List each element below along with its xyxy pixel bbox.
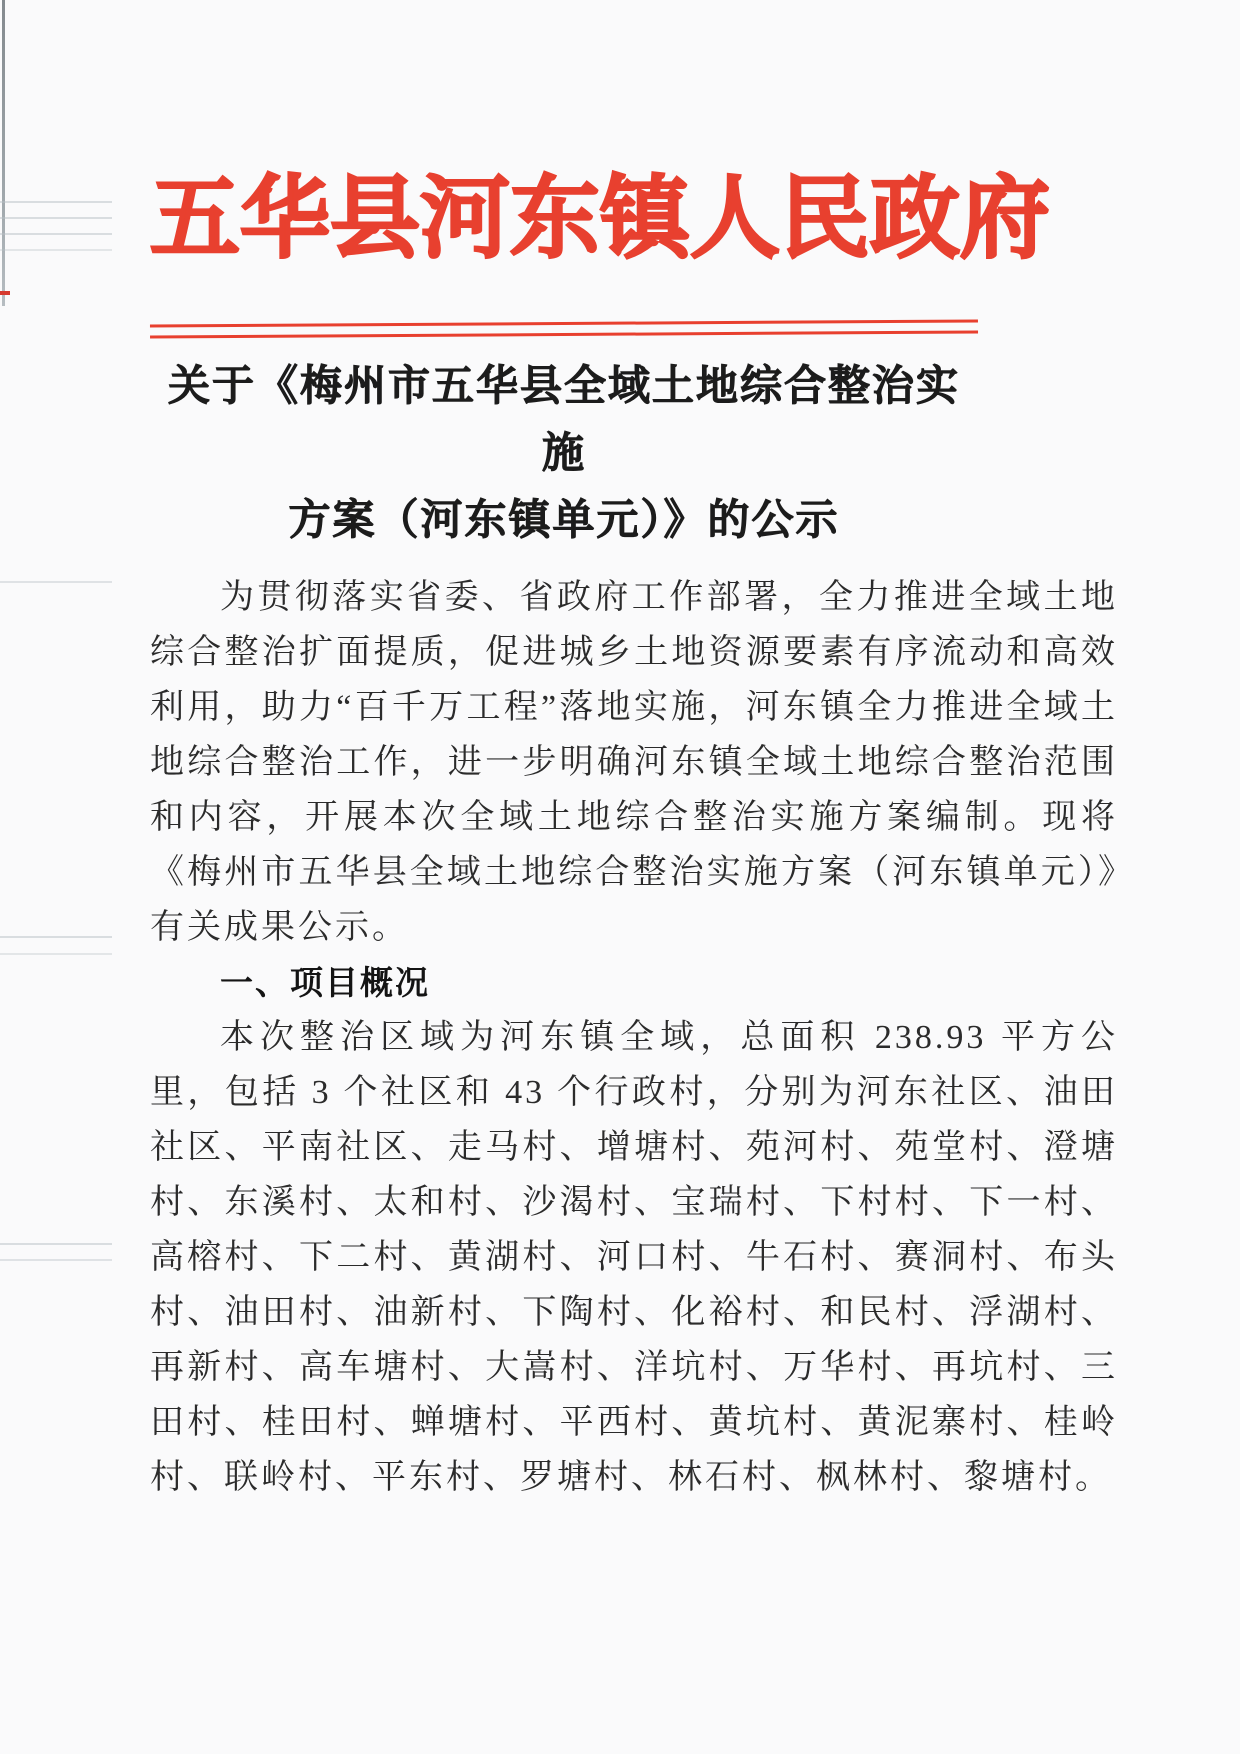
government-masthead: 五华县河东镇人民政府 <box>150 165 1050 271</box>
scan-artifact-line <box>0 1259 112 1261</box>
scan-artifact-line <box>0 217 112 219</box>
document-title-line-1: 关于《梅州市五华县全域土地综合整治实施 <box>167 361 960 477</box>
scan-edge-line <box>2 0 5 306</box>
scan-artifact-line <box>0 249 112 251</box>
scan-artifact-line <box>0 1243 112 1245</box>
scan-artifact-line <box>0 581 112 583</box>
section-1-heading: 一、项目概况 <box>220 964 430 1001</box>
intro-paragraph: 为贯彻落实省委、省政府工作部署，全力推进全域土地综合整治扩面提质，促进城乡土地资源要素有序流动和高效利用，助力“百千万工程”落地实施，河东镇全力推进全域土地综合整治工作，进一步明确河东镇全域土地综合整治范围和内容，开展本次全域土地综合整治实施方案编制。现将《梅州市五华县全域土地综合整治实施方案（河东镇单元）》有关成果公示。 <box>150 579 1118 946</box>
scan-artifact-line <box>0 233 112 235</box>
scan-artifact-line <box>0 953 112 955</box>
section-1-paragraph: 本次整治区域为河东镇全域，总面积 238.93 平方公里，包括 3 个社区和 43 个行政村，分别为河东社区、油田社区、平南社区、走马村、增塘村、苑河村、苑堂村、澄塘村、东溪村、太和村、沙渴村、宝瑞村、下村村、下一村、高榕村、下二村、黄湖村、河口村、牛石村、赛洞村、布头村、油田村、油新村、下陶村、化裕村、和民村、浮湖村、再新村、高车塘村、大嵩村、洋坑村、万华村、再坑村、三田村、桂田村、蝉塘村、平西村、黄坑村、黄泥寨村、桂岭村、联岭村、平东村、罗塘村、林石村、枫林村、黎塘村。 <box>150 1019 1118 1496</box>
document-body <box>150 570 1118 1505</box>
document-title-line-2: 方案（河东镇单元）》的公示 <box>288 495 840 544</box>
document-title <box>150 352 978 553</box>
rule-line-bottom <box>150 330 978 338</box>
masthead-double-rule <box>150 319 978 338</box>
scan-artifact-line <box>0 936 112 938</box>
scan-artifact-line <box>0 201 112 203</box>
scan-red-tick <box>0 291 10 295</box>
rule-line-top <box>150 319 978 327</box>
